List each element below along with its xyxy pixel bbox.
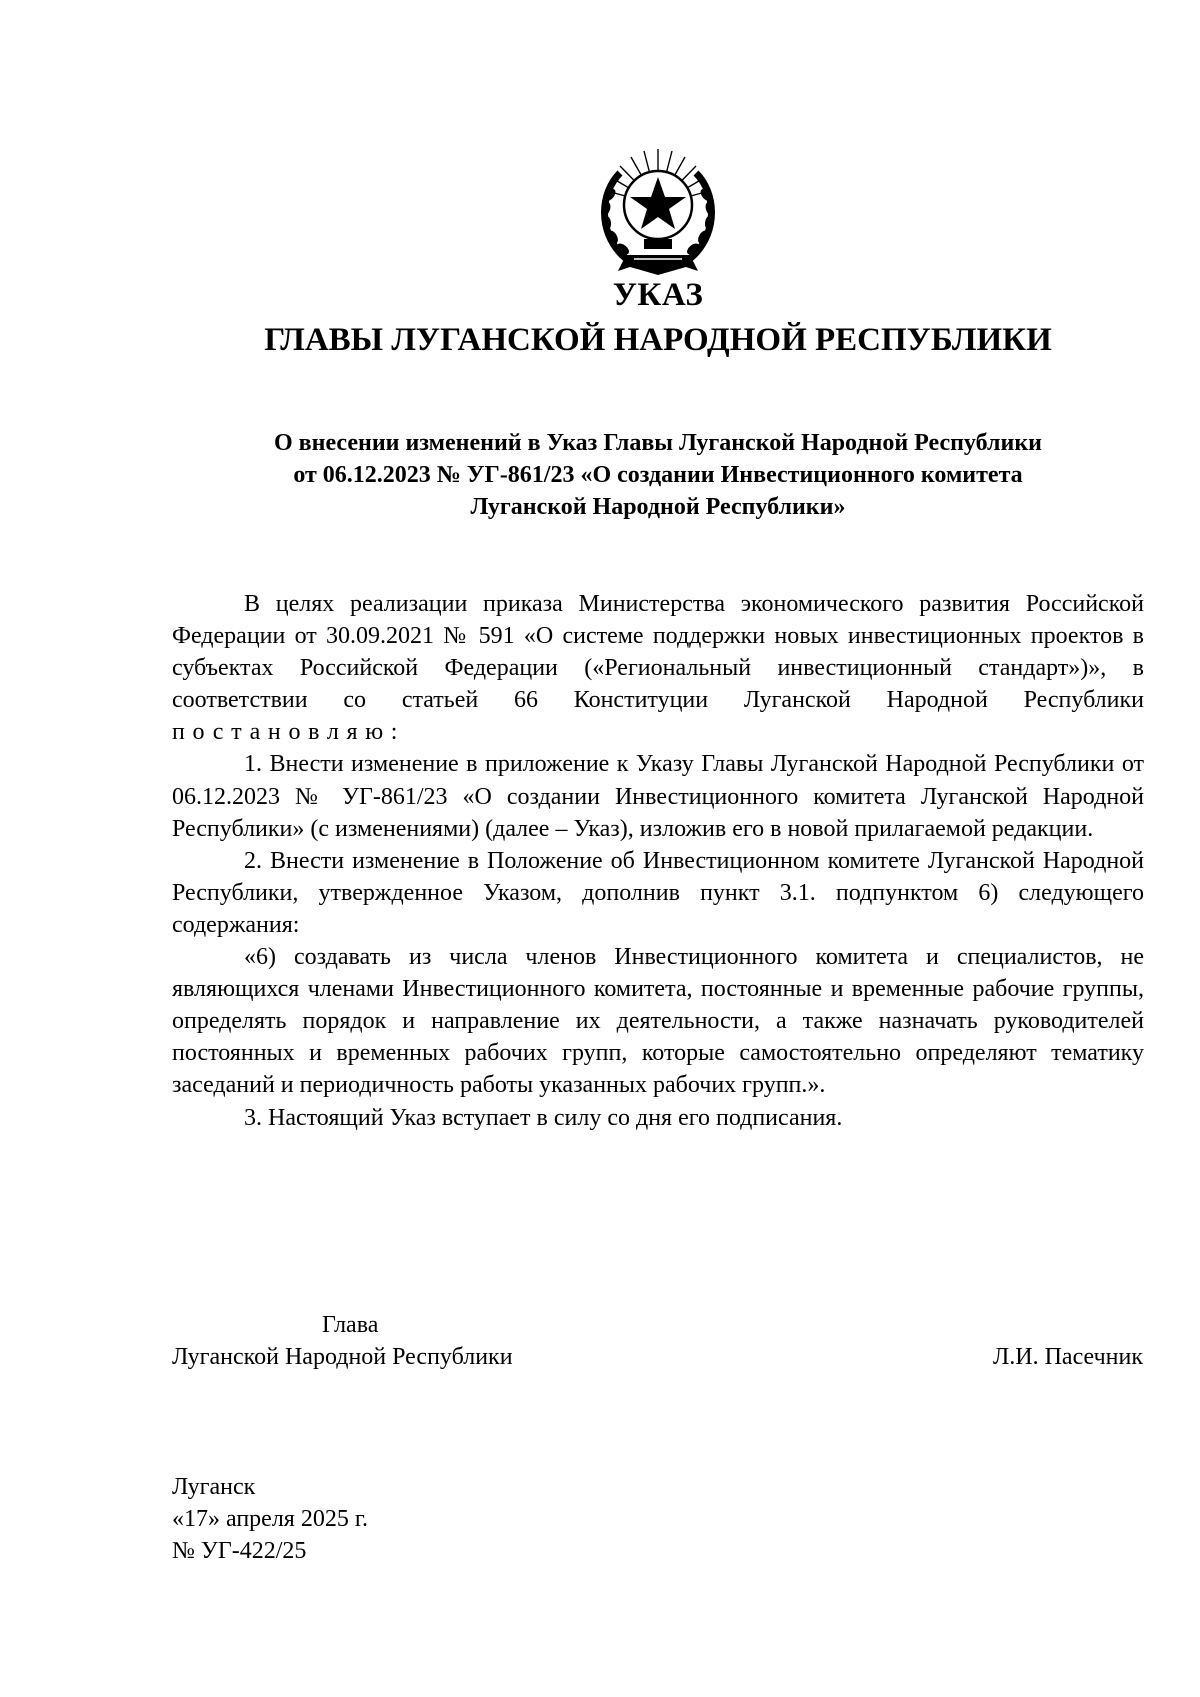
document-type-heading: УКАЗ: [612, 277, 704, 313]
item-1-paragraph: 1. Внести изменение в приложение к Указу Главы Луганской Народной Республики от 06.12.2023 № УГ-861/23 «О создании Инвестиционного комитета Луганской Народной Республики» (с изменениями) (далее – Указ), изложив его в новой прилагаемой редакции.: [172, 751, 1144, 842]
signatory-name: Л.И. Пасечник: [992, 1344, 1143, 1370]
preamble-paragraph: [172, 588, 1144, 748]
decree-number: № УГ-422/25: [172, 1538, 307, 1564]
document-subject: [170, 427, 1146, 523]
signing-place: Луганск: [172, 1474, 256, 1500]
subject-line: Луганской Народной Республики»: [470, 494, 846, 520]
signatory-title: Глава: [322, 1312, 379, 1338]
signing-date: «17» апреля 2025 г.: [172, 1506, 368, 1532]
coat-of-arms-emblem: [586, 143, 730, 283]
issuer-heading: ГЛАВЫ ЛУГАНСКОЙ НАРОДНОЙ РЕСПУБЛИКИ: [264, 322, 1052, 358]
subject-line: О внесении изменений в Указ Главы Луганской Народной Республики: [274, 430, 1042, 456]
document-body: [172, 588, 1144, 1134]
item-3-paragraph: 3. Настоящий Указ вступает в силу со дня его подписания.: [244, 1104, 843, 1131]
quoted-subitem-paragraph: «6) создавать из числа членов Инвестиционного комитета и специалистов, не являющихся членами Инвестиционного комитета, постоянные и временные рабочие группы, определять порядок и направление их деятельности, а также назначать руководителей постоянных и временных рабочих групп, которые самостоятельно определяют тематику заседаний и периодичность работы указанных рабочих групп.».: [172, 944, 1144, 1099]
decree-word: постановляю:: [172, 719, 406, 746]
subject-line: от 06.12.2023 № УГ-861/23 «О создании Инвестиционного комитета: [293, 462, 1023, 488]
item-2-paragraph: 2. Внести изменение в Положение об Инвестиционном комитете Луганской Народной Республики, утвержденное Указом, дополнив пункт 3.1. подпунктом 6) следующего содержания:: [172, 847, 1144, 938]
preamble-text: В целях реализации приказа Министерства экономического развития Российской Федерации от 30.09.2021 № 591 «О системе поддержки новых инвестиционных проектов в субъектах Российской Федерации («Региональный инвестиционный стандарт»)», в соответствии со статьей 66 Конституции Луганской Народной Республики: [172, 591, 1144, 714]
signatory-organization: Луганской Народной Республики: [172, 1344, 513, 1370]
